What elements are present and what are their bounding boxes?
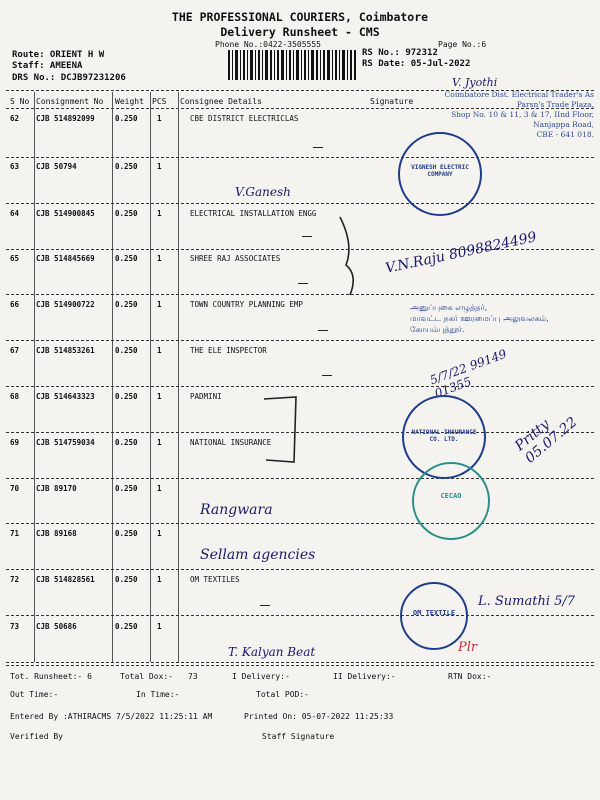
total-dox-label: Total Dox:- <box>120 672 173 681</box>
pen-mark <box>298 283 308 284</box>
printed-on: Printed On: 05-07-2022 11:25:33 <box>244 712 394 721</box>
verified-by: Verified By <box>10 732 63 741</box>
om-textile-stamp: OM TEXTILE <box>400 582 468 650</box>
handwritten-name: Rangwara <box>200 502 273 518</box>
row-consignee: OM TEXTILES <box>190 575 240 584</box>
row-pcs: 1 <box>157 300 162 309</box>
row-sno: 72 <box>10 575 20 584</box>
row-consignee: THE ELE INSPECTOR <box>190 346 267 355</box>
staff: Staff: AMEENA <box>12 61 83 71</box>
row-sno: 62 <box>10 114 20 123</box>
pen-mark <box>260 605 270 606</box>
total-dox-value: 73 <box>188 672 198 681</box>
row-weight: 0.250 <box>115 300 138 309</box>
row-consignment: CJB 514759034 <box>36 438 95 447</box>
bracket-mark <box>336 215 366 297</box>
row-weight: 0.250 <box>115 162 138 171</box>
bracket-mark <box>262 396 302 466</box>
row-sno: 66 <box>10 300 20 309</box>
col-sno: S No <box>10 97 30 106</box>
col-signature: Signature <box>370 97 414 106</box>
col-details: Consignee Details <box>180 97 262 106</box>
out-time: Out Time:- <box>10 690 59 699</box>
row-sno: 65 <box>10 254 20 263</box>
divider <box>6 157 594 158</box>
row-sno: 67 <box>10 346 20 355</box>
row-sno: 63 <box>10 162 20 171</box>
col-consignment: Consignment No <box>36 97 104 106</box>
row-consignee: SHREE RAJ ASSOCIATES <box>190 254 281 263</box>
pen-mark <box>322 375 332 376</box>
handwritten-signature: L. Sumathi 5/7 <box>478 594 576 609</box>
row-pcs: 1 <box>157 346 162 355</box>
handwritten-name: V.Ganesh <box>235 185 291 199</box>
drs-number: DRS No.: DCJB97231206 <box>12 73 126 83</box>
cecao-stamp: CECAO <box>412 462 490 540</box>
row-consignee: CBE DISTRICT ELECTRICLAS <box>190 114 299 123</box>
i-delivery: I Delivery:- <box>232 672 290 681</box>
row-weight: 0.250 <box>115 114 138 123</box>
red-mark: Plr <box>458 640 478 655</box>
row-weight: 0.250 <box>115 529 138 538</box>
entered-by: Entered By :ATHIRACMS 7/5/2022 11:25:11 AM <box>10 712 213 721</box>
row-pcs: 1 <box>157 438 162 447</box>
rtn-dox: RTN Dox:- <box>448 672 492 681</box>
row-weight: 0.250 <box>115 575 138 584</box>
handwritten-signature: V.N.Raju 8098824499 <box>384 229 538 277</box>
staff-signature: Staff Signature <box>262 732 335 741</box>
shop-address-stamp: Coimbatore Dist. Electrical Trader's As Parsn's Trade Plaza, Shop No. 10 & 11, 3 & 17, IInd Floor, Nanjappa Road, CBE - 641 018. <box>444 90 594 139</box>
table-row <box>0 162 600 208</box>
handwritten-name: T. Kalyan Beat <box>228 645 316 659</box>
row-weight: 0.250 <box>115 484 138 493</box>
row-consignee: TOWN COUNTRY PLANNING EMP <box>190 300 303 309</box>
row-consignment: CJB 514900722 <box>36 300 95 309</box>
row-sno: 70 <box>10 484 20 493</box>
row-pcs: 1 <box>157 209 162 218</box>
row-pcs: 1 <box>157 162 162 171</box>
col-weight: Weight <box>115 97 144 106</box>
rs-number: RS No.: 972312 <box>362 48 438 58</box>
row-consignment: CJB 514643323 <box>36 392 95 401</box>
company-title: THE PROFESSIONAL COURIERS, Coimbatore <box>171 10 429 24</box>
row-sno: 71 <box>10 529 20 538</box>
row-consignee: NATIONAL INSURANCE <box>190 438 272 447</box>
row-weight: 0.250 <box>115 622 138 631</box>
divider <box>6 294 594 295</box>
row-sno: 68 <box>10 392 20 401</box>
barcode-icon <box>228 50 356 80</box>
handwritten-signature: 5/7/22 99149 01355 <box>427 346 509 401</box>
row-weight: 0.250 <box>115 392 138 401</box>
total-runsheet: Tot. Runsheet:- 6 <box>10 672 92 681</box>
divider <box>6 615 594 616</box>
row-weight: 0.250 <box>115 438 138 447</box>
insurance-stamp: NATIONAL INSURANCE CO. LTD. <box>402 395 486 479</box>
phone-number: Phone No.:0422-3505555 <box>215 40 321 49</box>
row-consignee: ELECTRICAL INSTALLATION ENGG <box>190 209 317 218</box>
pen-mark <box>302 236 312 237</box>
row-sno: 69 <box>10 438 20 447</box>
divider <box>6 203 594 204</box>
row-sno: 73 <box>10 622 20 631</box>
divider <box>6 665 594 666</box>
row-consignment: CJB 89168 <box>36 529 77 538</box>
row-weight: 0.250 <box>115 254 138 263</box>
vignesh-stamp: VIGNESH ELECTRIC COMPANY <box>398 132 482 216</box>
row-consignment: CJB 514845669 <box>36 254 95 263</box>
total-pod: Total POD:- <box>256 690 309 699</box>
ii-delivery: II Delivery:- <box>333 672 396 681</box>
row-consignment: CJB 514900845 <box>36 209 95 218</box>
row-consignment: CJB 50794 <box>36 162 77 171</box>
tamil-stamp: அனுப்புகை எழுத்தர், மாவட்ட நகர் ஊரமைப்பு அலுவலகம், கோயம்புத்தூர். <box>410 303 549 334</box>
row-consignment: CJB 514892099 <box>36 114 95 123</box>
route: Route: ORIENT H W <box>12 50 105 60</box>
pen-mark <box>313 147 323 148</box>
row-weight: 0.250 <box>115 346 138 355</box>
document-title: Delivery Runsheet - CMS <box>220 25 380 39</box>
handwritten-name: Sellam agencies <box>200 547 316 563</box>
row-pcs: 1 <box>157 392 162 401</box>
rs-date: RS Date: 05-Jul-2022 <box>362 59 471 69</box>
divider <box>6 662 594 663</box>
row-sno: 64 <box>10 209 20 218</box>
divider <box>6 478 594 479</box>
row-pcs: 1 <box>157 114 162 123</box>
in-time: In Time:- <box>136 690 180 699</box>
row-pcs: 1 <box>157 622 162 631</box>
handwritten-signature: Pritty 05.07.22 <box>512 414 581 467</box>
row-consignment: CJB 50686 <box>36 622 77 631</box>
row-consignee: PADMINI <box>190 392 222 401</box>
pen-mark <box>318 330 328 331</box>
row-pcs: 1 <box>157 484 162 493</box>
row-consignment: CJB 514828561 <box>36 575 95 584</box>
divider <box>6 523 594 524</box>
page-number: Page No.:6 <box>438 40 487 49</box>
divider <box>6 386 594 387</box>
row-consignment: CJB 89170 <box>36 484 77 493</box>
row-pcs: 1 <box>157 254 162 263</box>
col-pcs: PCS <box>152 97 167 106</box>
divider <box>6 569 594 570</box>
row-consignment: CJB 514853261 <box>36 346 95 355</box>
row-pcs: 1 <box>157 529 162 538</box>
handwritten-signature: V. Jyothi <box>452 76 498 89</box>
row-pcs: 1 <box>157 575 162 584</box>
divider <box>6 340 594 341</box>
row-weight: 0.250 <box>115 209 138 218</box>
